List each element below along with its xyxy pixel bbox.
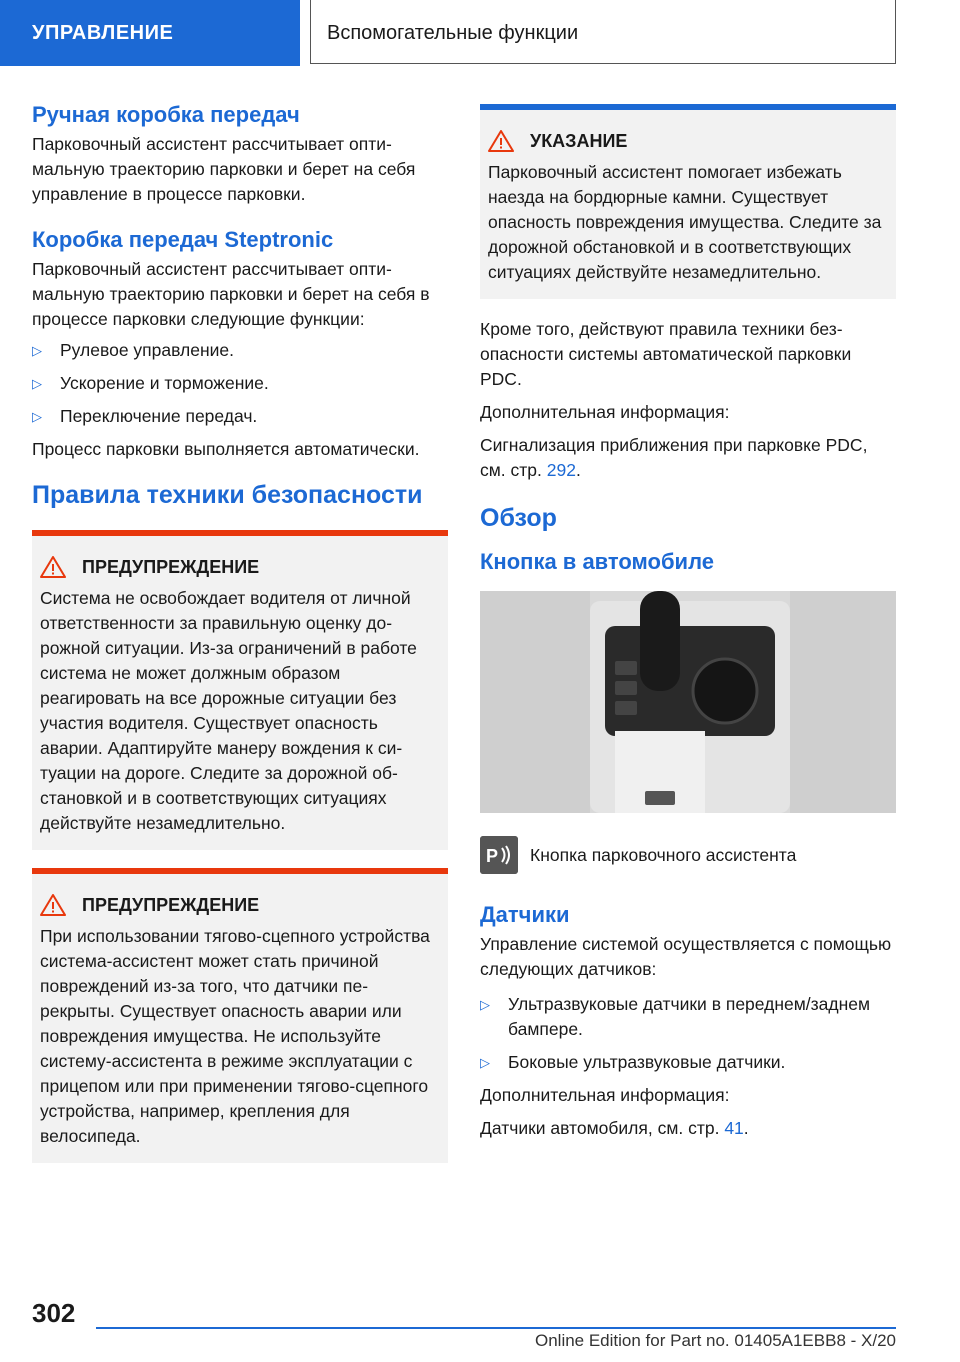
manual-gearbox-heading: Ручная коробка передач: [32, 102, 300, 127]
steptronic-list: [32, 338, 448, 429]
warning-box: [32, 868, 448, 1163]
warning-triangle-icon: [488, 129, 514, 153]
triangle-bullet-icon: ▷: [32, 409, 42, 424]
steptronic-heading: Коробка передач Steptronic: [32, 227, 334, 252]
note-title: УКАЗАНИЕ: [530, 131, 628, 151]
right-column: [480, 98, 896, 1147]
triangle-bullet-icon: ▷: [480, 1055, 490, 1070]
list-item: ▷ Ускорение и торможение.: [32, 371, 448, 396]
list-item: ▷ Боковые ультразвуковые датчики.: [480, 1050, 896, 1075]
left-column: [32, 96, 448, 1181]
steptronic-after-text: Процесс парковки выполняется автоматически.: [32, 439, 420, 459]
sensors-list: [480, 992, 896, 1075]
warning-title: ПРЕДУПРЕЖДЕНИЕ: [82, 557, 260, 577]
safety-heading: Правила техники безопасности: [32, 481, 423, 509]
note-text: Парковочный ассистент помогает избежать наезда на бордюрные камни. Существует опасность повреждения имущества. Следите за дорожной обстановкой и в соответствующих ситуациях действуйте незамедлительно.: [488, 162, 882, 282]
more-info-label: Дополнительная информация:: [480, 402, 730, 422]
figure-caption: [480, 836, 896, 874]
triangle-bullet-icon: ▷: [32, 376, 42, 391]
triangle-bullet-icon: ▷: [32, 343, 42, 358]
pdc-reference: Сигнализация приближения при парковке PDC, см. стр. 292.: [480, 435, 868, 480]
triangle-bullet-icon: ▷: [480, 997, 490, 1012]
warning-box: [32, 530, 448, 850]
warning-triangle-icon: [40, 555, 66, 579]
list-item: ▷ Рулевое управление.: [32, 338, 448, 363]
gear-selector-photo: [480, 591, 896, 813]
subsection-title: Вспомогательные функции: [310, 0, 896, 64]
page-number: 302: [32, 1298, 76, 1328]
warning-text: Система не освобождает водителя от личной ответственности за правильную оценку дорожной ситуации. Из-за ограничений в работе система не может должным образом реагировать на все дорожные ситуации без участия водителя. Существует опасность аварии. Адаптируйте манеру вождения к ситуации на дороге. Следите за дорожной обстановкой и в соответствующих ситуациях действуйте незамедлительно.: [40, 588, 417, 833]
also-text: Кроме того, действуют правила техники безопасности системы автоматической парковки PDC.: [480, 319, 852, 389]
note-box: [480, 104, 896, 299]
parking-assistant-icon: [480, 836, 518, 874]
list-item: ▷ Переключение передач.: [32, 404, 448, 429]
more-info-label: Дополнительная информация:: [480, 1085, 730, 1105]
page-link[interactable]: 292: [546, 460, 576, 480]
page-header: [0, 0, 960, 66]
warning-text: При использовании тягово-сцепного устройства система-ассистент может стать причиной повреждений из-за того, что датчики перекрыты. Существует опасность аварии или повреждения имущества. Не используйте систему-ассистента в режиме эксплуатации с прицепом или при применении тягово-сцепного устройства, например, крепления для велосипеда.: [40, 926, 430, 1146]
caption-text: Кнопка парковочного ассистента: [530, 844, 797, 865]
svg-text:P: P: [486, 846, 499, 866]
warning-triangle-icon: [40, 893, 66, 917]
sensors-reference: Датчики автомобиля, см. стр. 41.: [480, 1118, 749, 1138]
list-item: ▷ Ультразвуковые датчики в переднем/заднем бампере.: [480, 994, 871, 1039]
steptronic-text: Парковочный ассистент рассчитывает оптимальную траекторию парковки и берет на себя в процессе парковки следующие функции:: [32, 259, 430, 329]
section-title: УПРАВЛЕНИЕ: [0, 0, 300, 66]
manual-gearbox-text: Парковочный ассистент рассчитывает оптимальную траекторию парковки и берет на себя управление в процессе парковки.: [32, 134, 416, 204]
button-heading: Кнопка в автомобиле: [480, 549, 714, 574]
overview-heading: Обзор: [480, 504, 557, 532]
warning-title: ПРЕДУПРЕЖДЕНИЕ: [82, 895, 260, 915]
edition-text: Online Edition for Part no. 01405A1EBB8 - X/20: [534, 1331, 896, 1350]
footer-divider: [96, 1327, 896, 1329]
sensors-text: Управление системой осуществляется с помощью следующих датчиков:: [480, 934, 892, 979]
page-link[interactable]: 41: [724, 1118, 744, 1138]
sensors-heading: Датчики: [480, 902, 570, 927]
